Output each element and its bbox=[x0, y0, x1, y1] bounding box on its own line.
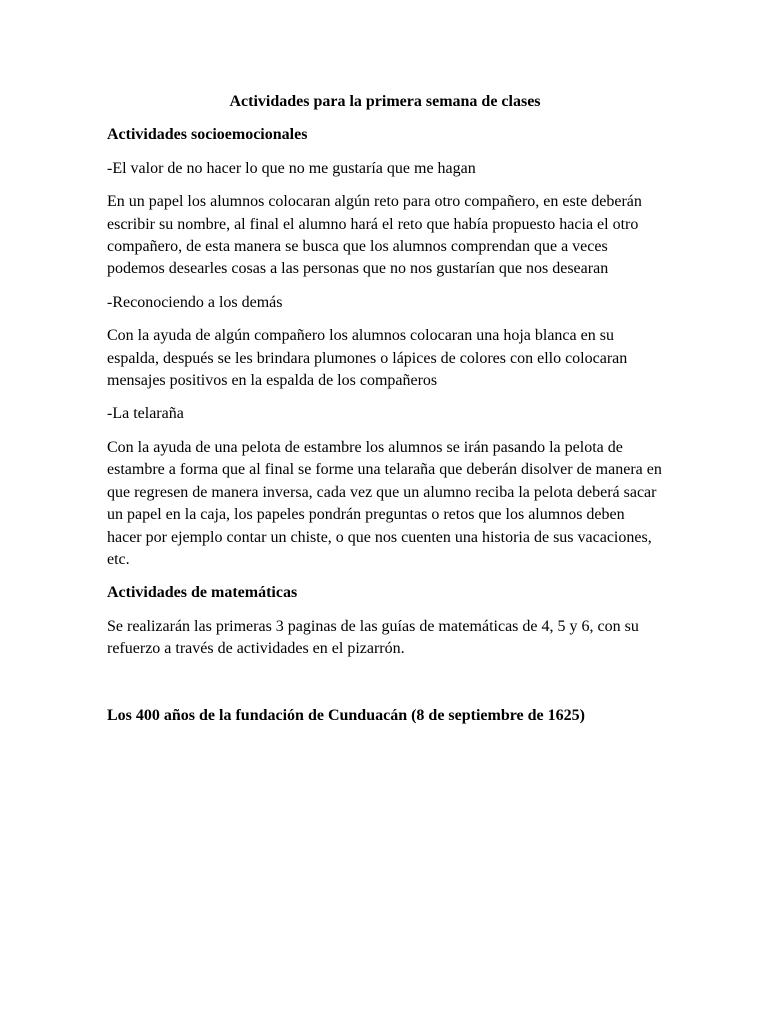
blank-line bbox=[107, 672, 663, 694]
document-title: Actividades para la primera semana de clases bbox=[229, 93, 541, 110]
activity-description-reconociendo: Con la ayuda de algún compañero los alumnos colocaran una hoja blanca en su espalda, después se les brindara plumones o lápices de colores con ello colocaran mensajes positivos en la espalda de los compañeros bbox=[107, 327, 628, 390]
activity-description-telarana: Con la ayuda de una pelota de estambre los alumnos se irán pasando la pelota de estambre a forma que al final se forme una telaraña que deberán disolver de manera en que regresen de manera inversa, cada vez que un alumno reciba la pelota deberá sacar un papel en la caja, los papeles pondrán preguntas o retos que los alumnos deben hacer por ejemplo contar un chiste, o que nos cuenten una historia de sus vacaciones, etc. bbox=[107, 438, 662, 568]
document-page bbox=[107, 91, 663, 738]
section-heading-socioemocionales: Actividades socioemocionales bbox=[107, 126, 308, 144]
section-heading-cunduacan: Los 400 años de la fundación de Cunduacán (8 de septiembre de 1625) bbox=[107, 706, 585, 724]
activity-title-telarana: -La telaraña bbox=[107, 405, 184, 423]
activity-title-valor: -El valor de no hacer lo que no me gustaría que me hagan bbox=[107, 159, 476, 177]
section-heading-matematicas: Actividades de matemáticas bbox=[107, 584, 298, 602]
activity-description-valor: En un papel los alumnos colocaran algún reto para otro compañero, en este deberán escribir su nombre, al final el alumno hará el reto que había propuesto hacia el otro compañero, de esta manera se busca que los alumnos comprendan que a veces podemos desearles cosas a las personas que no nos gustarían que nos desearan bbox=[107, 193, 642, 278]
activity-title-reconociendo: -Reconociendo a los demás bbox=[107, 293, 283, 311]
matematicas-description: Se realizarán las primeras 3 paginas de las guías de matemáticas de 4, 5 y 6, con su refuerzo a través de actividades en el pizarrón. bbox=[107, 617, 639, 658]
